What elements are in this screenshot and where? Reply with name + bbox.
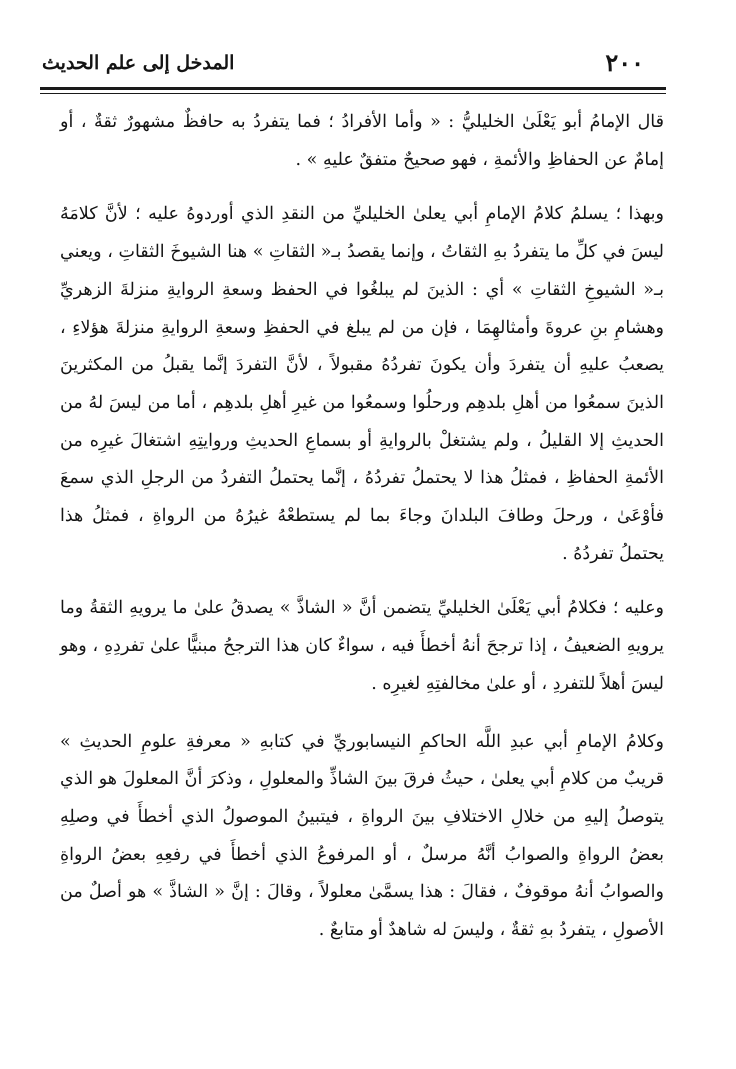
- page-number: ٢٠٠: [605, 48, 644, 77]
- page-header: [40, 44, 664, 84]
- running-title: المدخل إلى علم الحديث: [42, 52, 235, 74]
- paragraph-3: وعليه ؛ فكلامُ أبي يَعْلَىٰ الخليليِّ يتضمن أنَّ « الشاذَّ » يصدقُ علىٰ ما يرويهِ الثقةُ وما يرويهِ الضعيفُ ، إذا ترجحَ أنهُ أخطأَ فيه ، سواءٌ كان هذا الترجحُ مبنيًّا علىٰ تفردِهِ ، وهو ليسَ أهلاً للتفردِ ، أو علىٰ مخالفتِهِ لغيرِه .: [60, 598, 664, 694]
- header-rule-thin: [40, 93, 666, 94]
- paragraph-2: وبهذا ؛ يسلمُ كلامُ الإمامِ أبي يعلىٰ الخليليِّ من النقدِ الذي أوردوهُ عليه ؛ لأنَّ كلامَهُ ليسَ في كلِّ ما يتفردُ بهِ الثقاتُ ، وإنما يقصدُ بـ« الثقاتِ » هنا الشيوخَ الثقاتِ ، ويعني بـ« الشيوخِ الثقاتِ » أي : الذينَ لم يبلغُوا في الحفظ وسعةِ الروايةِ منزلةَ الزهريِّ وهشامِ بنِ عروةَ وأمثالهِمَا ، فإن من لم يبلغ في الحفظِ وسعةِ الروايةِ منزلةَ هؤلاءِ ، يصعبُ عليهِ أن يتفردَ وأن يكونَ تفردُهُ مقبولاً ، لأنَّ التفردَ إنَّما يقبلُ من المكثرينَ الذينَ سمعُوا من أهلِ بلدهِم ورحلُوا وسمعُوا من غيرِ أهلِ بلدهِم ، أما من ليسَ لهُ من الحديثِ إلا القليلُ ، ولم يشتغلْ بالروايةِ أو بسماعِ الحديثِ وروايتِهِ اشتغالَ غيرِه من الأئمةِ الحفاظِ ، فمثلُ هذا لا يحتملُ تفردُهُ ، إنَّما يحتملُ التفردُ من الرجلِ الذي سمعَ فأوْعَىٰ ، ورحلَ وطافَ البلدانَ وجاءَ بما لم يستطعْهُ غيرُهُ من الرواةِ ، فمثلُ هذا يحتملُ تفردُهُ .: [60, 204, 664, 564]
- paragraph-1: قال الإمامُ أبو يَعْلَىٰ الخليليُّ : « وأما الأفرادُ ؛ فما يتفردُ به حافظٌ مشهورٌ ثقةٌ ، أو إمامٌ عن الحفاظِ والأئمةِ ، فهو صحيحٌ متفقٌ عليهِ » .: [60, 112, 664, 170]
- body-text: [60, 104, 664, 950]
- header-rule-thick: [40, 87, 666, 90]
- paragraph-4: وكلامُ الإمامِ أبي عبدِ اللَّه الحاكمِ النيسابوريِّ في كتابهِ « معرفةِ علومِ الحديثِ » قريبٌ من كلامِ أبي يعلىٰ ، حيثُ فرقَ بينَ الشاذِّ والمعلولِ ، وذكرَ أنَّ المعلولَ هو الذي يتوصلُ إليهِ من خلالِ الاختلافِ بينَ الرواةِ ، فيتبينُ الموصولُ الذي أخطأَ في وصلِهِ بعضُ الرواةِ والصوابُ أنَّهُ مرسلٌ ، أو المرفوعُ الذي أخطأَ في رفعِهِ بعضُ الرواةِ والصوابُ أنهُ موقوفٌ ، فقالَ : هذا يسمَّىٰ معلولاً ، وقالَ : إنَّ « الشاذَّ » هو أصلٌ من الأصولِ ، يتفردُ بهِ ثقةٌ ، وليسَ له شاهدٌ أو متابعٌ .: [60, 731, 664, 941]
